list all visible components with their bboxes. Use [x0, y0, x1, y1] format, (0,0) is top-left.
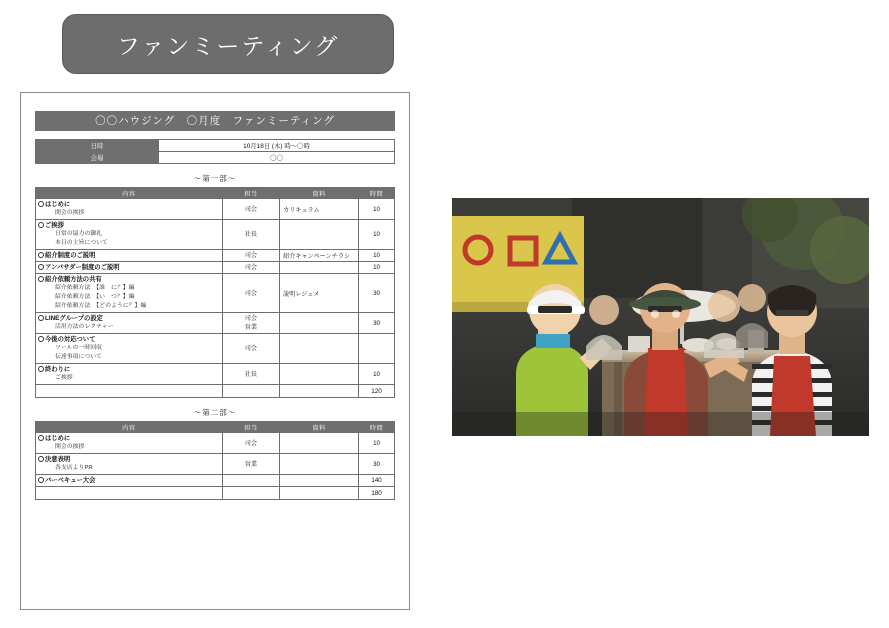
total-spacer [280, 385, 359, 398]
agenda-item [36, 262, 223, 274]
agenda-item-subitem: 各支店よりPR [55, 465, 93, 471]
agenda-duration: 10 [359, 220, 395, 250]
agenda-duration: 10 [359, 433, 395, 454]
table-row [36, 220, 395, 250]
column-header: 資料 [280, 422, 359, 433]
info-label: 日時 [36, 140, 159, 152]
agenda-material [280, 220, 359, 250]
agenda-duration: 140 [359, 475, 395, 487]
agenda-item-subitem: 開会の挨拶 [55, 210, 85, 216]
agenda-item [36, 454, 223, 475]
agenda-material [280, 454, 359, 475]
agenda-item [36, 250, 223, 262]
agenda-duration: 10 [359, 199, 395, 220]
info-row [36, 152, 395, 164]
agenda-owner [222, 475, 279, 487]
table-row [36, 364, 395, 385]
agenda-item-subitem: 紹介依頼方法 【誰 に？】編 [55, 285, 135, 291]
agenda-material [280, 262, 359, 274]
agenda-item [36, 220, 223, 250]
table-row [36, 313, 395, 334]
total-duration: 180 [359, 487, 395, 500]
agenda-item-subitem: 本日の主旨について [55, 240, 108, 246]
agenda-item-title: はじめに [45, 435, 71, 442]
agenda-duration: 10 [359, 262, 395, 274]
column-header: 担当 [222, 422, 279, 433]
agenda-item-subitem: ツールの一時回収 [55, 345, 103, 351]
table-row [36, 250, 395, 262]
column-header: 内容 [36, 188, 223, 199]
agenda-owner: 司会 [222, 433, 279, 454]
agenda-item-title: ご挨拶 [45, 222, 64, 229]
agenda-item-subitem: 伝達事項について [55, 354, 103, 360]
agenda-item-subitem: ご挨拶 [55, 375, 73, 381]
column-header: 担当 [222, 188, 279, 199]
total-row [36, 385, 395, 398]
agenda-material [280, 433, 359, 454]
agenda-item-title: LINEグループの設定 [45, 315, 103, 322]
part1-label: ～第一部～ [193, 174, 237, 183]
agenda-material: カリキュラム [280, 199, 359, 220]
agenda-item [36, 199, 223, 220]
bullet-icon [38, 222, 44, 228]
agenda-item-title: 紹介制度のご説明 [45, 252, 96, 259]
agenda-material: 説明レジュメ [280, 274, 359, 313]
info-value: 〇〇 [159, 152, 395, 164]
bullet-icon [38, 366, 44, 372]
agenda-item-title: 今後の対応ついて [45, 336, 96, 343]
agenda-item-title: 終わりに [45, 366, 71, 373]
column-header: 資料 [280, 188, 359, 199]
agenda-owner: 営業 [222, 454, 279, 475]
agenda-item [36, 334, 223, 364]
event-photo [452, 198, 869, 436]
agenda-owner: 司会 [222, 334, 279, 364]
agenda-owner: 司会 [222, 274, 279, 313]
table-row [36, 262, 395, 274]
agenda-item [36, 364, 223, 385]
info-value: 10月18日 (木) 時～〇時 [159, 140, 395, 152]
bullet-icon [38, 201, 44, 207]
slide-title-pill [62, 14, 394, 74]
table-row [36, 199, 395, 220]
total-spacer [222, 487, 279, 500]
agenda-duration: 30 [359, 274, 395, 313]
agenda-item-title: アンバサダー制度のご説明 [45, 264, 120, 271]
agenda-material [280, 475, 359, 487]
bullet-icon [38, 435, 44, 441]
agenda-material [280, 334, 359, 364]
table-row [36, 433, 395, 454]
agenda-owner: 司会 [222, 199, 279, 220]
document-header: 〇〇ハウジング 〇月度 ファンミーティング [35, 111, 395, 131]
bullet-icon [38, 315, 44, 321]
total-spacer [222, 385, 279, 398]
info-row [36, 140, 395, 152]
total-spacer [36, 487, 223, 500]
column-header: 内容 [36, 422, 223, 433]
part2-agenda-table [35, 421, 395, 500]
total-spacer [280, 487, 359, 500]
agenda-item-title: 紹介依頼方法の共有 [45, 276, 102, 283]
agenda-material [280, 313, 359, 334]
bullet-icon [38, 336, 44, 342]
agenda-duration: 10 [359, 250, 395, 262]
column-header: 時間 [359, 422, 395, 433]
agenda-item-subitem: 開会の挨拶 [55, 444, 85, 450]
agenda-item-title: 決意表明 [45, 456, 71, 463]
table-row [36, 334, 395, 364]
bullet-icon [38, 252, 44, 258]
agenda-duration: 10 [359, 364, 395, 385]
agenda-owner: 社長 [222, 220, 279, 250]
agenda-item [36, 313, 223, 334]
total-spacer [36, 385, 223, 398]
agenda-owner: 社長 [222, 364, 279, 385]
bullet-icon [38, 477, 44, 483]
info-label: 会場 [36, 152, 159, 164]
agenda-item-title: はじめに [45, 201, 71, 208]
agenda-duration: 30 [359, 313, 395, 334]
bullet-icon [38, 456, 44, 462]
agenda-owner: 司会 [222, 250, 279, 262]
agenda-item [36, 433, 223, 454]
part2-label: ～第二部～ [193, 408, 237, 417]
agenda-item-subitem: 紹介依頼方法 【どのように？】編 [55, 303, 147, 309]
total-duration: 120 [359, 385, 395, 398]
bullet-icon [38, 264, 44, 270]
part1-agenda-table [35, 187, 395, 398]
table-row [36, 454, 395, 475]
agenda-document [20, 92, 410, 610]
agenda-item-title: バーベキュー大会 [45, 477, 96, 484]
table-row [36, 274, 395, 313]
page-title: ファンミーティング [116, 32, 340, 59]
total-row [36, 487, 395, 500]
agenda-item [36, 274, 223, 313]
agenda-duration [359, 334, 395, 364]
bullet-icon [38, 276, 44, 282]
agenda-owner: 司会 営業 [222, 313, 279, 334]
column-header: 時間 [359, 188, 395, 199]
event-info-table [35, 139, 395, 164]
agenda-item-subitem: 日常の協力の御礼 [55, 231, 103, 237]
agenda-item [36, 475, 223, 487]
agenda-material [280, 364, 359, 385]
agenda-item-subitem: 紹介依頼方法 【い つ？】編 [55, 294, 135, 300]
agenda-material: 紹介キャンペーンチラシ [280, 250, 359, 262]
agenda-item-subitem: 活用方法のレクチャー [55, 324, 114, 330]
agenda-owner: 司会 [222, 262, 279, 274]
agenda-duration: 30 [359, 454, 395, 475]
table-row [36, 475, 395, 487]
